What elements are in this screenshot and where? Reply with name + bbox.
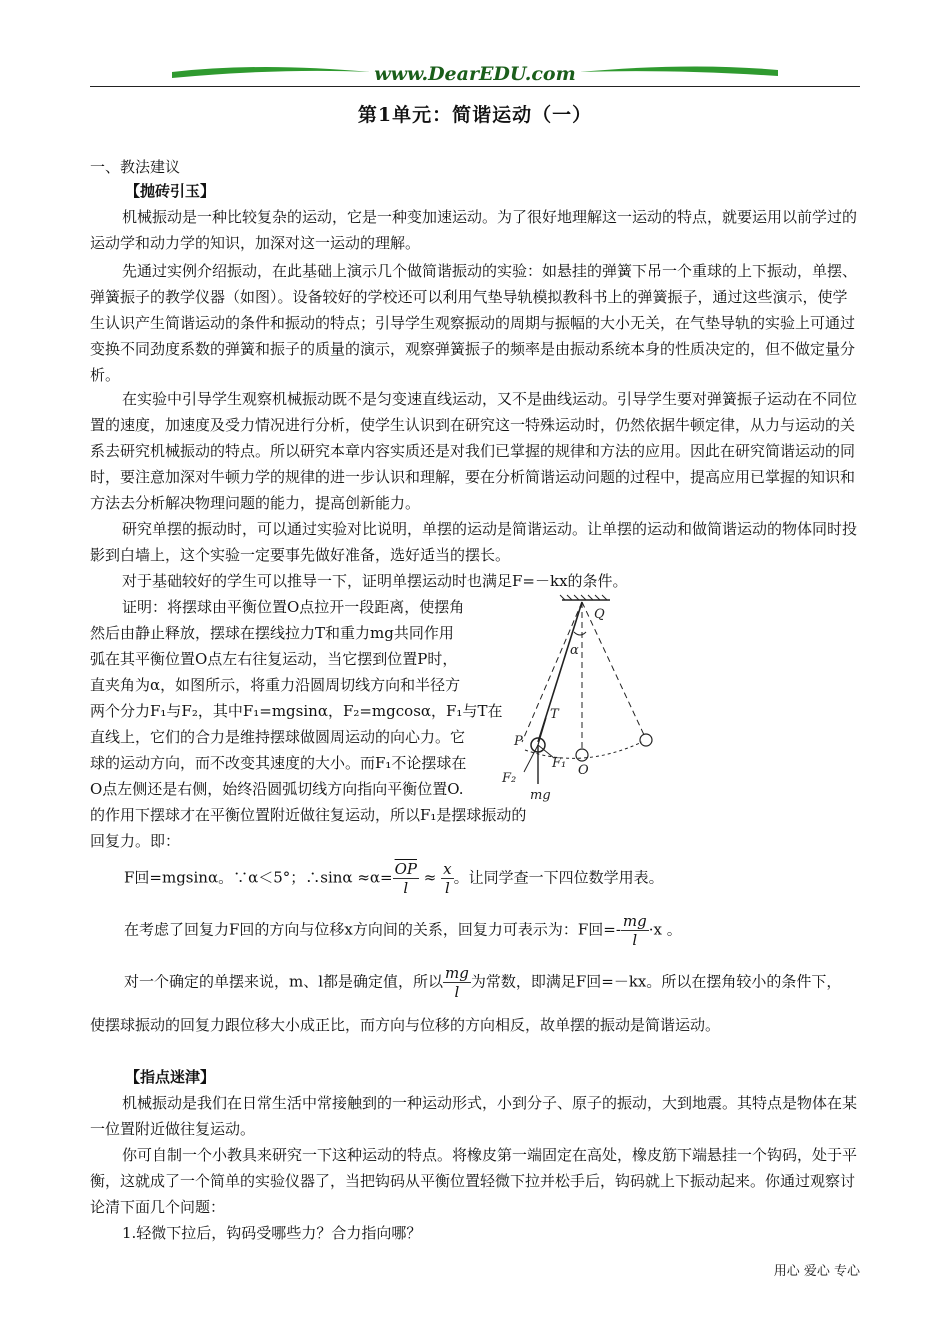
- fig-label-f1: F₁: [552, 756, 567, 771]
- site-url: www.DearEDU.com: [374, 63, 576, 85]
- fig-label-alpha: α: [570, 643, 579, 658]
- paragraph-8: 机械振动是我们在日常生活中常接触到的一种运动形式，小到分子、原子的振动，大到地震。其特点是物体在某一位置附近做往复运动。: [90, 1094, 858, 1138]
- paragraph-2: 先通过实例介绍振动，在此基础上演示几个做简谐振动的实验：如悬挂的弹簧下吊一个重球的上下振动，单摆、弹簧振子的教学仪器（如图）。设备较好的学校还可以利用气垫导轨模拟教科书上的弹簧振子，通过这些演示，使学生认识产生简谐运动的条件和振动的特点；引导学生观察振动的周期与振幅的大小无关，在气垫导轨的实验上可通过变换不同劲度系数的弹簧和振子的质量的演示，观察弹簧振子的频率是由振动系统本身的性质决定的，但不做定量分析。: [90, 262, 858, 384]
- proof-line: 直线上，它们的合力是维持摆球做圆周运动的向心力。它: [90, 728, 466, 746]
- p6-post: ·x 。: [648, 920, 682, 939]
- eq1-approx: ≈: [423, 868, 437, 887]
- banner-swoosh-left: [172, 67, 370, 78]
- p7-post: 为常数，即满足F回=－kx。所以在摆角较小的条件下，: [470, 972, 842, 991]
- proof-line: 弧在其平衡位置O点左右往复运动，当它摆到位置P时，: [90, 650, 458, 668]
- paragraph-4: 研究单摆的振动时，可以通过实验对比说明，单摆的运动是简谐运动。让单摆的运动和做简谐运动的物体同时投影到白墙上，这个实验一定要事先做好准备，选好适当的摆长。: [90, 520, 858, 564]
- site-banner: [170, 60, 780, 88]
- paragraph-5: 对于基础较好的学生可以推导一下，证明单摆运动时也满足F=－kx的条件。: [122, 572, 628, 590]
- proof-line: 的作用下摆球才在平衡位置附近做往复运动，所以F₁是摆球振动的: [90, 806, 527, 824]
- fig-label-f2: F₂: [502, 771, 517, 786]
- proof-line: 证明：将摆球由平衡位置O点拉开一段距离，使摆角: [122, 598, 465, 616]
- header-rule: [90, 86, 860, 87]
- p7-frac: [443, 964, 471, 1001]
- eq1-frac-2: [441, 860, 453, 897]
- eq1-frac-1: [393, 860, 419, 897]
- eq1-num2: x: [443, 860, 452, 878]
- fig-label-q: Q: [594, 607, 605, 622]
- paragraph-10: 1.轻微下拉后，钩码受哪些力？合力指向哪？: [122, 1224, 422, 1242]
- eq1-num1: $\overline{OP}$: [394, 860, 417, 878]
- p6-pre: 在考虑了回复力F回的方向与位移x方向间的关系，回复力可表示为：F回=-: [124, 920, 621, 939]
- eq1-post: 。让同学查一下四位数学用表。: [453, 868, 664, 887]
- fig-label-p: P: [514, 734, 523, 749]
- banner-swoosh-right: [580, 66, 778, 76]
- page-footer: 用心 爱心 专心: [773, 1264, 860, 1279]
- paragraph-6: [90, 912, 896, 949]
- paragraph-7b: 使摆球振动的回复力跟位移大小成正比，而方向与位移的方向相反，故单摆的振动是简谐运动。: [90, 1016, 721, 1034]
- paragraph-9: 你可自制一个小教具来研究一下这种运动的特点。将橡皮第一端固定在高处，橡皮筋下端悬挂一个钩码，处于平衡，这就成了一个简单的实验仪器了，当把钩码从平衡位置轻微下拉并松手后，钩码就上下振动起来。你通过观察讨论清下面几个问题：: [90, 1146, 858, 1216]
- pendulum-figure: [500, 592, 675, 807]
- p7-den: l: [454, 983, 460, 1001]
- subheading-1: 【抛砖引玉】: [125, 182, 216, 200]
- eq1-den2: l: [444, 879, 450, 897]
- proof-block: [90, 594, 530, 802]
- proof-line: 然后由静止释放，摆球在摆线拉力T和重力mg共同作用: [90, 624, 454, 642]
- proof-line: 回复力。即：: [90, 832, 181, 850]
- proof-line: 球的运动方向，而不改变其速度的大小。而F₁不论摆球在: [90, 754, 467, 772]
- p7-pre: 对一个确定的单摆来说，m、l都是确定值，所以: [124, 972, 444, 991]
- paragraph-7: [90, 964, 864, 1001]
- eq1-den1: l: [403, 879, 409, 897]
- p6-frac: [621, 912, 649, 949]
- paragraph-3: 在实验中引导学生观察机械振动既不是匀变速直线运动，又不是曲线运动。引导学生要对弹簧振子运动在不同位置的速度，加速度及受力情况进行分析，使学生认识到在研究这一特殊运动时，仍然依据牛顿定律，从力与运动的关系去研究机械振动的特点。所以研究本章内容实质还是对我们已掌握的规律和方法的应用。因此在研究简谐运动的同时，要注意加深对牛顿力学的规律的进一步认识和理解，要在分析简谐运动问题的过程中，提高应用已掌握的知识和方法去分析解决物理问题的能力，提高创新能力。: [90, 390, 858, 512]
- paragraph-1: 机械振动是一种比较复杂的运动，它是一种变加速运动。为了很好地理解这一运动的特点，就要运用以前学过的运动学和动力学的知识，加深对这一运动的理解。: [90, 208, 858, 252]
- eq1-pre: F回=mgsinα。∵α＜5°；∴sinα ≈α=: [124, 868, 393, 887]
- p6-den: l: [632, 931, 638, 949]
- proof-line: O点左侧还是右侧，始终沿圆弧切线方向指向平衡位置O.: [90, 780, 464, 798]
- page-title: 第1单元：简谐运动（一）: [357, 104, 593, 126]
- fig-label-t: T: [550, 707, 559, 722]
- p7-num: mg: [445, 964, 469, 982]
- p6-num: mg: [622, 912, 647, 930]
- subheading-2: 【指点迷津】: [125, 1068, 216, 1086]
- proof-line: 直夹角为α，如图所示，将重力沿圆周切线方向和半径方: [90, 676, 461, 694]
- proof-line: 两个分力F₁与F₂，其中F₁=mgsinα，F₂=mgcosα，F₁与T在: [90, 702, 503, 720]
- fig-label-o: O: [578, 763, 589, 778]
- fig-label-mg: mg: [530, 788, 551, 803]
- section-heading: 一、教法建议: [90, 158, 181, 176]
- equation-1: [90, 860, 896, 897]
